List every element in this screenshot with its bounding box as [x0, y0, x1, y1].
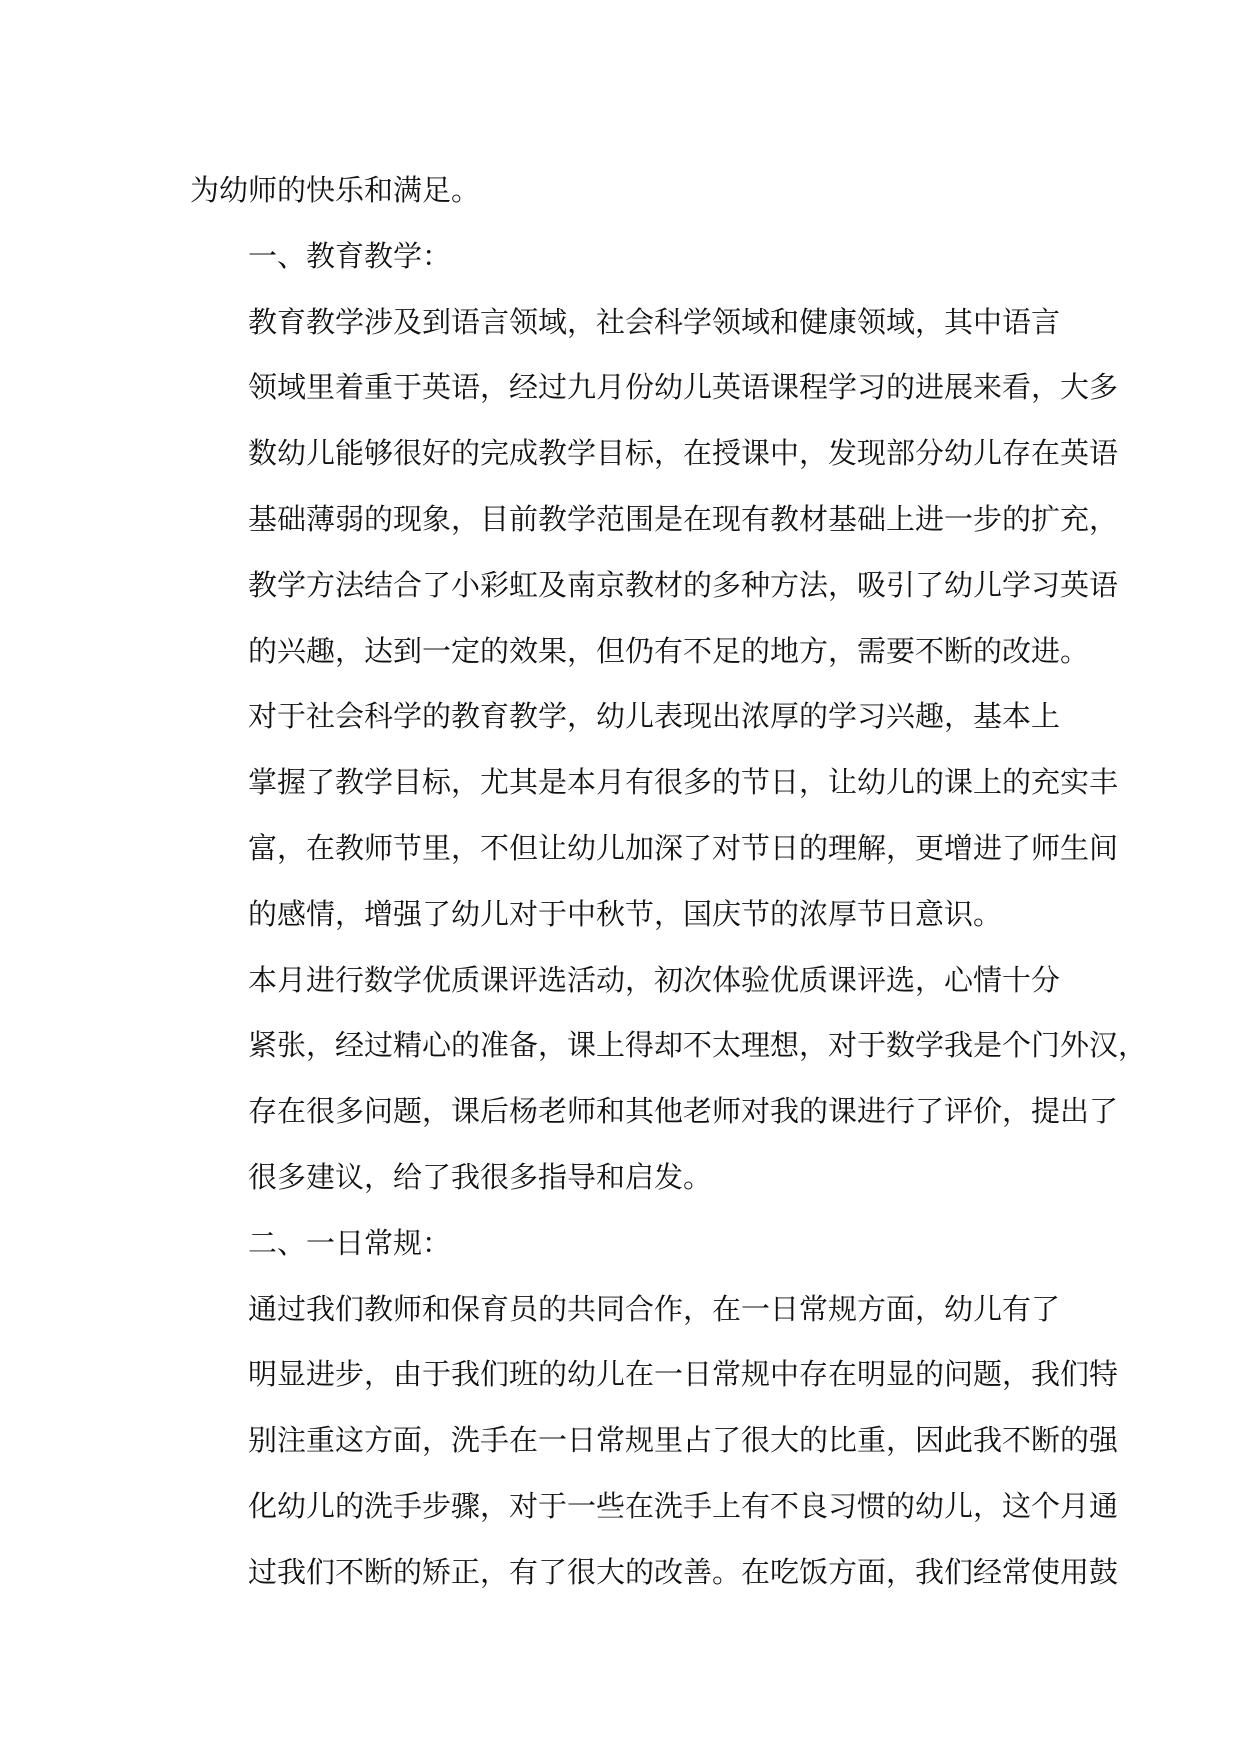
text-line: 存在很多问题，课后杨老师和其他老师对我的课进行了评价，提出了	[248, 1094, 1119, 1129]
text-line: 化幼儿的洗手步骤，对于一些在洗手上有不良习惯的幼儿，这个月通	[248, 1488, 1119, 1523]
text-line: 对于社会科学的教育教学，幼儿表现出浓厚的学习兴趣，基本上	[248, 699, 1061, 734]
text-line: 的兴趣，达到一定的效果，但仍有不足的地方，需要不断的改进。	[248, 633, 1090, 668]
paragraph	[190, 1211, 1060, 1277]
text-line: 富，在教师节里，不但让幼儿加深了对节日的理解，更增进了师生间	[248, 830, 1119, 865]
text-line: 别注重这方面，洗手在一日常规里占了很大的比重，因此我不断的强	[248, 1423, 1119, 1458]
text-line: 很多建议，给了我很多指导和启发。	[248, 1159, 713, 1194]
text-line: 过我们不断的矫正，有了很大的改善。在吃饭方面，我们经常使用鼓	[248, 1554, 1119, 1589]
text-line: 一、教育教学：	[248, 238, 452, 273]
text-line: 本月进行数学优质课评选活动，初次体验优质课评选，心情十分	[248, 962, 1061, 997]
text-line: 为幼师的快乐和满足。	[190, 173, 481, 207]
text-line: 数幼儿能够很好的完成教学目标，在授课中，发现部分幼儿存在英语	[248, 436, 1119, 471]
paragraph	[190, 948, 1148, 1211]
paragraph	[190, 290, 1119, 685]
paragraph	[190, 158, 1060, 224]
document-body	[190, 158, 1148, 1606]
text-line: 掌握了教学目标，尤其是本月有很多的节日，让幼儿的课上的充实丰	[248, 765, 1119, 800]
paragraph	[190, 224, 1060, 290]
text-line: 教育教学涉及到语言领域，社会科学领域和健康领域，其中语言	[248, 304, 1061, 339]
text-line: 二、一日常规：	[248, 1225, 452, 1260]
text-line: 领域里着重于英语，经过九月份幼儿英语课程学习的进展来看，大多	[248, 370, 1119, 405]
text-line: 明显进步，由于我们班的幼儿在一日常规中存在明显的问题，我们特	[248, 1357, 1119, 1392]
text-line: 的感情，增强了幼儿对于中秋节，国庆节的浓厚节日意识。	[248, 896, 1003, 931]
text-line: 紧张，经过精心的准备，课上得却不太理想，对于数学我是个门外汉，	[248, 1028, 1148, 1063]
text-line: 教学方法结合了小彩虹及南京教材的多种方法，吸引了幼儿学习英语	[248, 567, 1119, 602]
paragraph	[190, 1277, 1119, 1606]
text-line: 通过我们教师和保育员的共同合作，在一日常规方面，幼儿有了	[248, 1291, 1061, 1326]
paragraph	[190, 684, 1119, 947]
text-line: 基础薄弱的现象，目前教学范围是在现有教材基础上进一步的扩充，	[248, 501, 1119, 536]
